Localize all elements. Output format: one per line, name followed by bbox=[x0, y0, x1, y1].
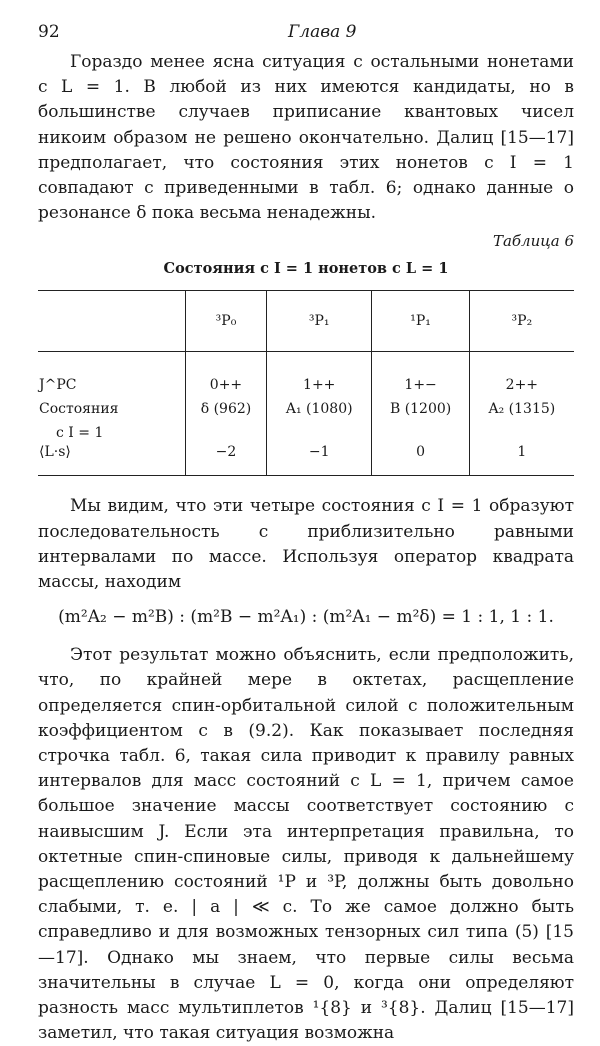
table-cell: 0++ bbox=[186, 352, 267, 395]
table-header-row bbox=[38, 291, 574, 352]
table-row bbox=[38, 418, 574, 442]
row-label: Состояния bbox=[39, 401, 119, 418]
table-cell: 1++ bbox=[266, 352, 371, 395]
table-cell: 1+− bbox=[372, 352, 469, 395]
table-caption: Состояния с I = 1 нонетов с L = 1 bbox=[163, 260, 449, 278]
page-number: 92 bbox=[38, 22, 60, 42]
chapter-title: Глава 9 bbox=[288, 22, 357, 42]
header-cell: ¹P₁ bbox=[372, 291, 469, 352]
table-row bbox=[38, 442, 574, 476]
paragraph-2: Мы видим, что эти четыре состояния с I = 1 образуют последовательность с приблизительно равными интервалами по массе. Используя оператор квадрата массы, находим bbox=[38, 496, 574, 593]
table-cell: −1 bbox=[266, 442, 371, 476]
table-cell bbox=[266, 418, 371, 442]
table-cell: 1 bbox=[469, 442, 574, 476]
table-cell: 0 bbox=[372, 442, 469, 476]
book-page bbox=[38, 22, 574, 1046]
running-header bbox=[38, 22, 574, 50]
row-label: с I = 1 bbox=[56, 425, 104, 442]
table-cell bbox=[469, 418, 574, 442]
header-cell: ³P₁ bbox=[266, 291, 371, 352]
table-cell: δ (962) bbox=[186, 394, 267, 418]
header-cell bbox=[38, 291, 186, 352]
paragraph-3: Этот результат можно объяснить, если предположить, что, по крайней мере в октетах, расщепление определяется спин-орбитальной силой с положительным коэффициентом c в (9.2). Как показывает последняя строчка табл. 6, такая сила приводит к правилу равных интервалов для масс состояний с L = 1, причем самое большое значение массы соответствует состоянию с наивысшим J. Если эта интерпретация правильна, то октетные спин-спиновые силы, приводя к дальнейшему расщеплению состояний ¹P и ³P, должны быть довольно слабыми, т. е. | a | ≪ c. То же самое должно быть справедливо и для возможных тензорных сил типа (5) [15—17]. Однако мы знаем, что первые силы весьма значительны в случае L = 0, когда они определяют разность масс мультиплетов ¹{8} и ³{8}. Далиц [15—17] заметил, что такая ситуация возможна bbox=[38, 645, 574, 1044]
table-cell: −2 bbox=[186, 442, 267, 476]
table-label: Таблица 6 bbox=[492, 232, 574, 251]
table-row bbox=[38, 352, 574, 395]
table-cell: A₂ (1315) bbox=[469, 394, 574, 418]
row-label: ⟨L·s⟩ bbox=[38, 442, 186, 476]
table-cell bbox=[372, 418, 469, 442]
paragraph-1: Гораздо менее ясна ситуация с остальными нонетами с L = 1. В любой из них имеются кандидаты, но в большинстве случаев приписание квантовых чисел никоим образом не решено окончательно. Далиц [15—17] предполагает, что состояния этих нонетов с I = 1 совпадают с приведенными в табл. 6; однако данные о резонансе δ пока весьма ненадежны. bbox=[38, 52, 574, 224]
row-label: J^PC bbox=[39, 377, 77, 394]
states-table bbox=[38, 290, 574, 476]
table-cell: B (1200) bbox=[372, 394, 469, 418]
mass-ratio-equation: (m²A₂ − m²B) : (m²B − m²A₁) : (m²A₁ − m²δ) = 1 : 1, 1 : 1. bbox=[58, 607, 554, 628]
table-cell: A₁ (1080) bbox=[266, 394, 371, 418]
table-cell: 2++ bbox=[469, 352, 574, 395]
table-cell bbox=[186, 418, 267, 442]
table-row bbox=[38, 394, 574, 418]
header-cell: ³P₀ bbox=[186, 291, 267, 352]
header-cell: ³P₂ bbox=[469, 291, 574, 352]
